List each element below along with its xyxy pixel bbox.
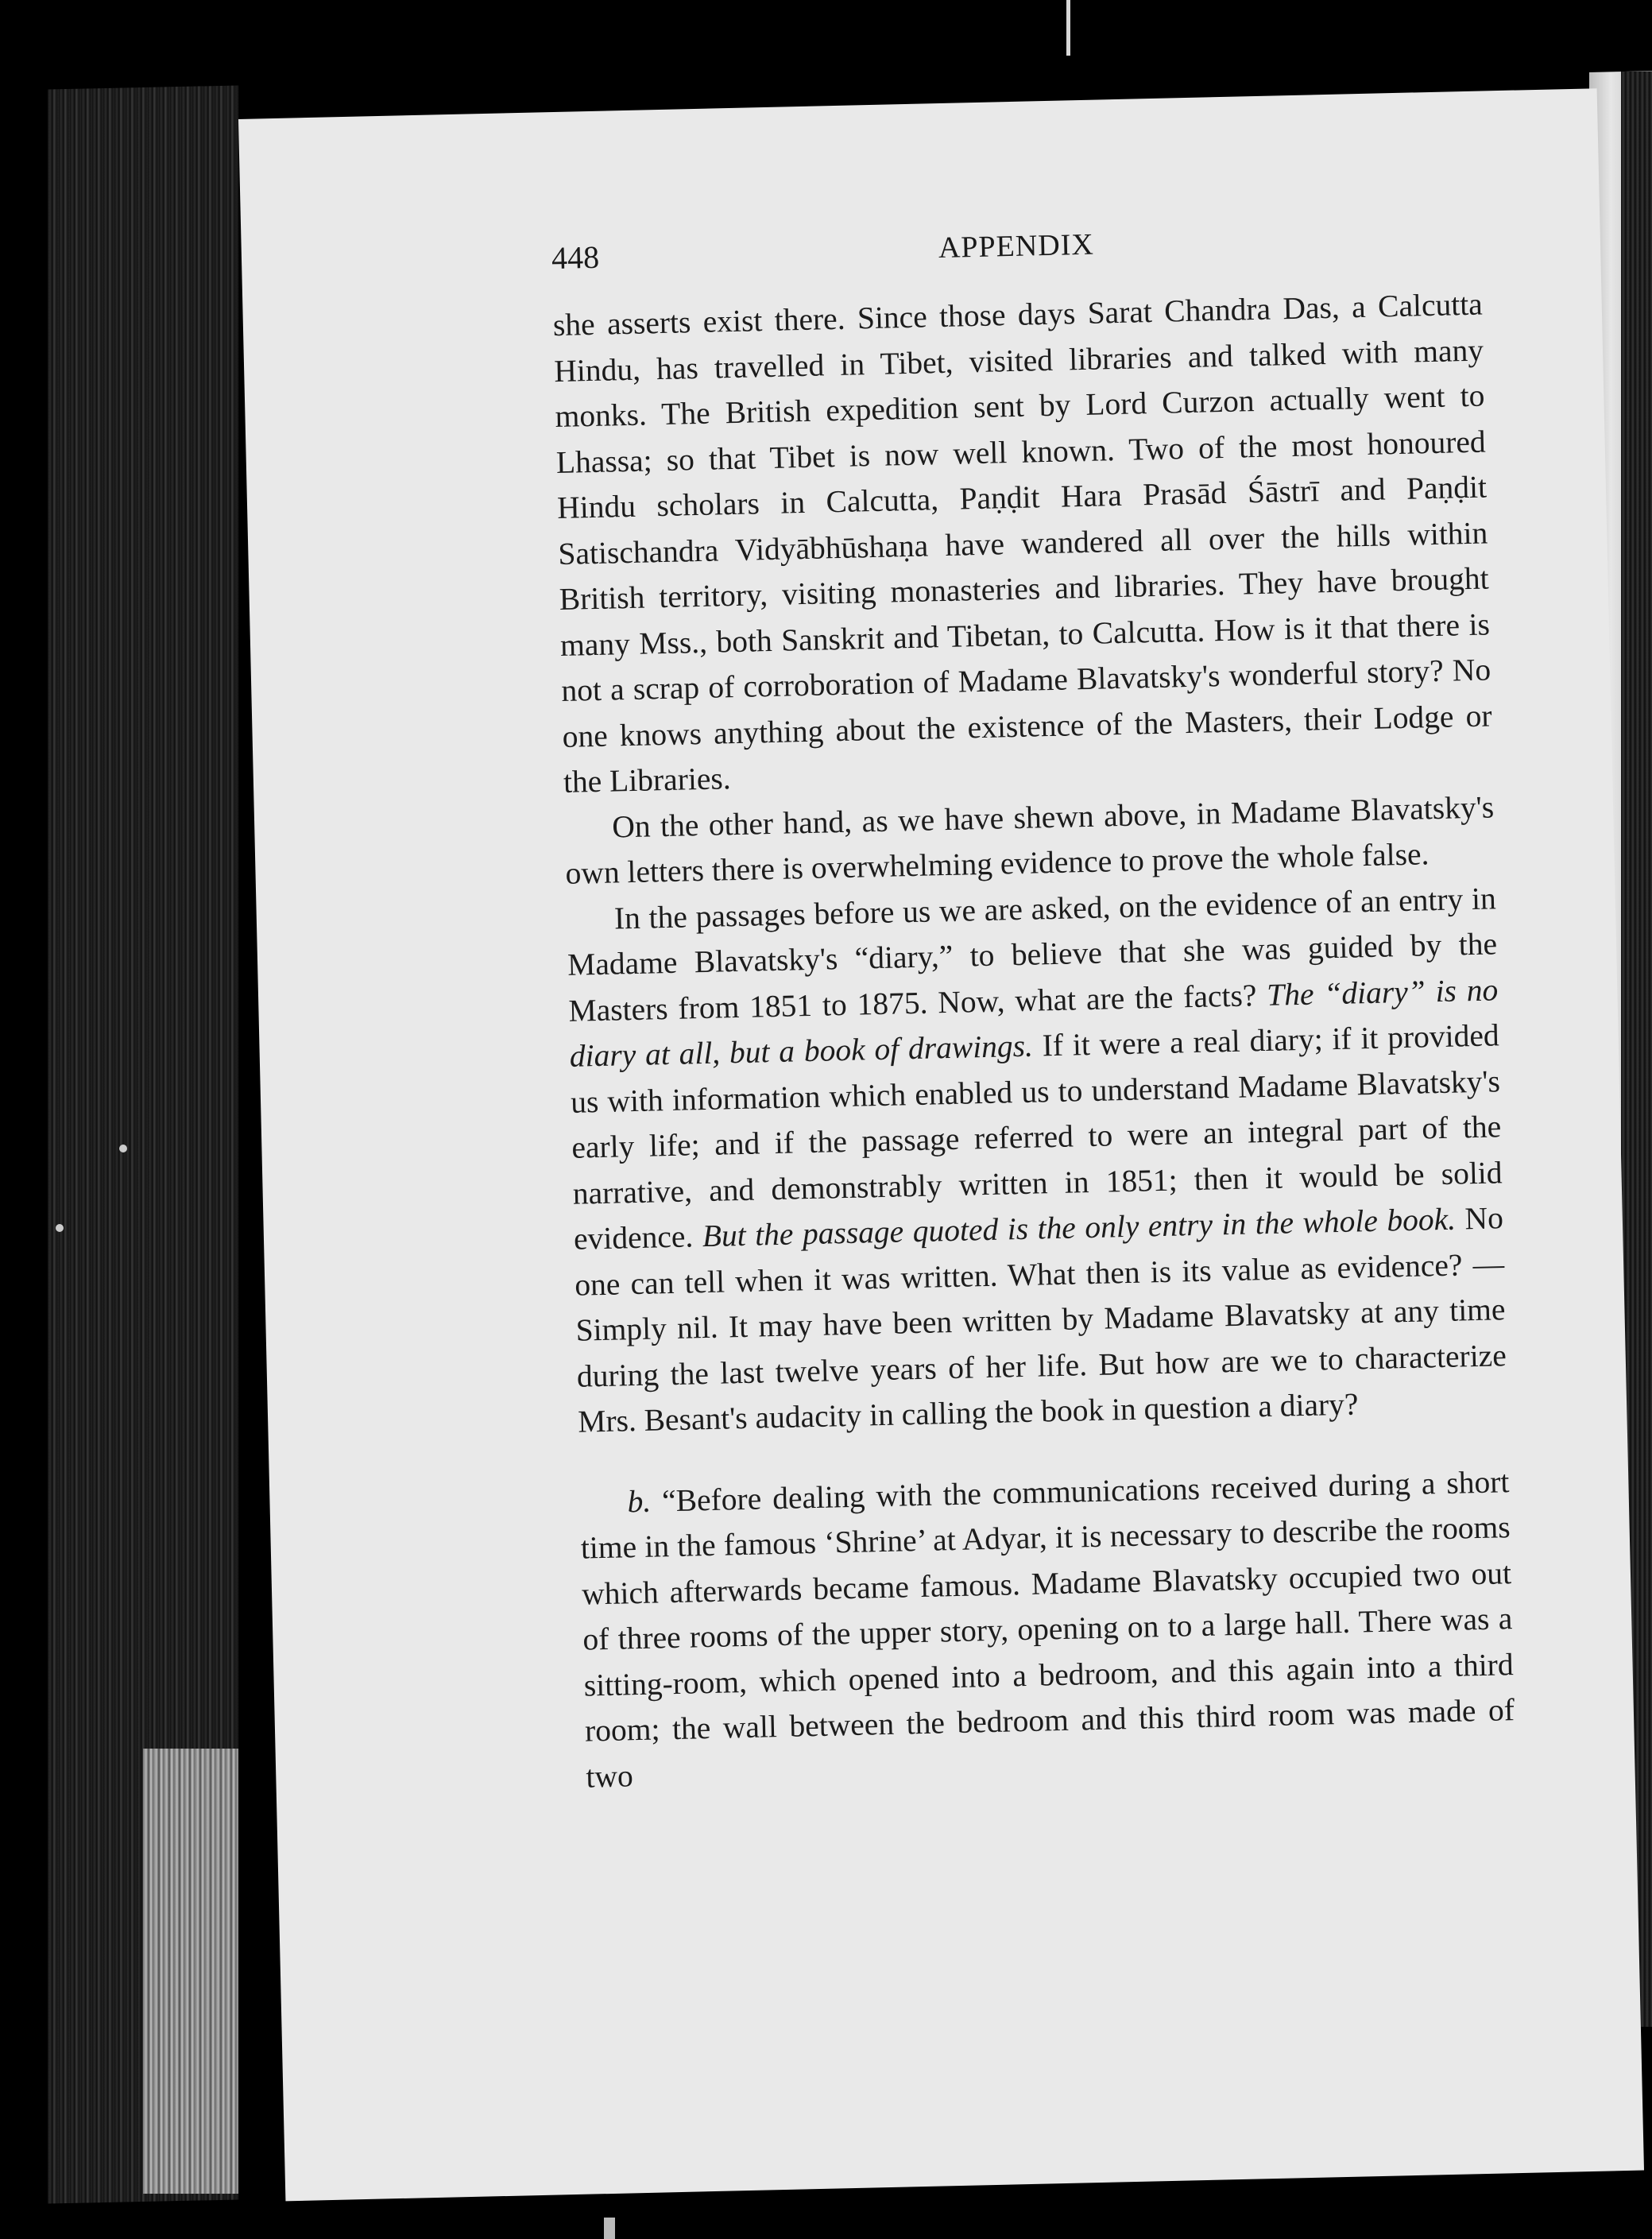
paragraph-1: she asserts exist there. Since those days Sarat Chandra Das, a Calcutta Hindu, has travelled in Tibet, visited libraries and talked with many monks. The British expedition sent by Lord Curzon actually went to Lhassa; so that Tibet is now well known. Two of the most honoured Hindu scholars in Calcutta, Paṇḍit Hara Prasād Śāstrī and Paṇḍit Satischandra Vidyābhūshaṇa have wandered all over the hills within British territory, visiting monasteries and libraries. They have brought many Mss., both Sanskrit and Tibetan, to Calcutta. How is it that there is not a scrap of corroboration of Madame Blavatsky's wonderful story? No one knows anything about the existence of the Masters, their Lodge or the Libraries. (552, 286, 1492, 800)
paragraph-3-part-a: In the passages before us we are asked, on the evidence of an entry in Madame Blavatsky's “diary,” to believe that she was guided by the Masters from 1851 to 1875. Now, what are the facts? (567, 880, 1498, 1028)
scan-artifact-bottom (604, 2218, 615, 2239)
book-page-edges-light (143, 1749, 238, 2194)
paragraph-3-italic-b: But the passage quoted is the only entry in the whole book. (702, 1201, 1457, 1254)
paragraph-3-part-c: If it were a real diary; if it provided us with information which enabled us to understand Madame Blavatsky's early life; and if the passage referred to were an integral part of the narrative, and demonstrably written in 1851; then it would be solid evidence. (570, 1017, 1503, 1257)
text-block (551, 219, 1516, 1800)
paragraph-2: On the other hand, as we have shewn above, in Madame Blavatsky's own letters there is overwhelming evidence to prove the whole false. (565, 788, 1495, 891)
paragraph-3 (566, 876, 1507, 1445)
running-head (551, 219, 1482, 296)
page-number: 448 (551, 238, 600, 277)
paragraph-4-label: b. (627, 1483, 652, 1519)
paragraph-3-part-e: No one can tell when it was written. What then is its value as evidence? — Simply nil. It may have been written by Madame Blavatsky at any time during the last twelve years of her life. But how are we to characterize Mrs. Besant's audacity in calling the book in question a diary? (574, 1200, 1507, 1439)
paragraph-3-italic-a: The “diary” is no diary at all, but a book of drawings. (569, 971, 1499, 1074)
scan-speck (119, 1145, 127, 1152)
paragraph-4 (579, 1459, 1516, 1800)
scan-artifact-top (1066, 0, 1070, 56)
scan-speck (56, 1224, 64, 1232)
running-title: APPENDIX (938, 227, 1095, 265)
paragraph-4-text: “Before dealing with the communications received during a short time in the famous ‘Shrine’ at Adyar, it is necessary to describe the rooms which afterwards became famous. Madame Blavatsky occupied two out of three rooms of the upper story, opening on to a large hall. There was a sitting-room, which opened into a bedroom, and this again into a third room; the wall between the bedroom and this third room was made of two (580, 1463, 1515, 1795)
book-page (238, 88, 1644, 2201)
